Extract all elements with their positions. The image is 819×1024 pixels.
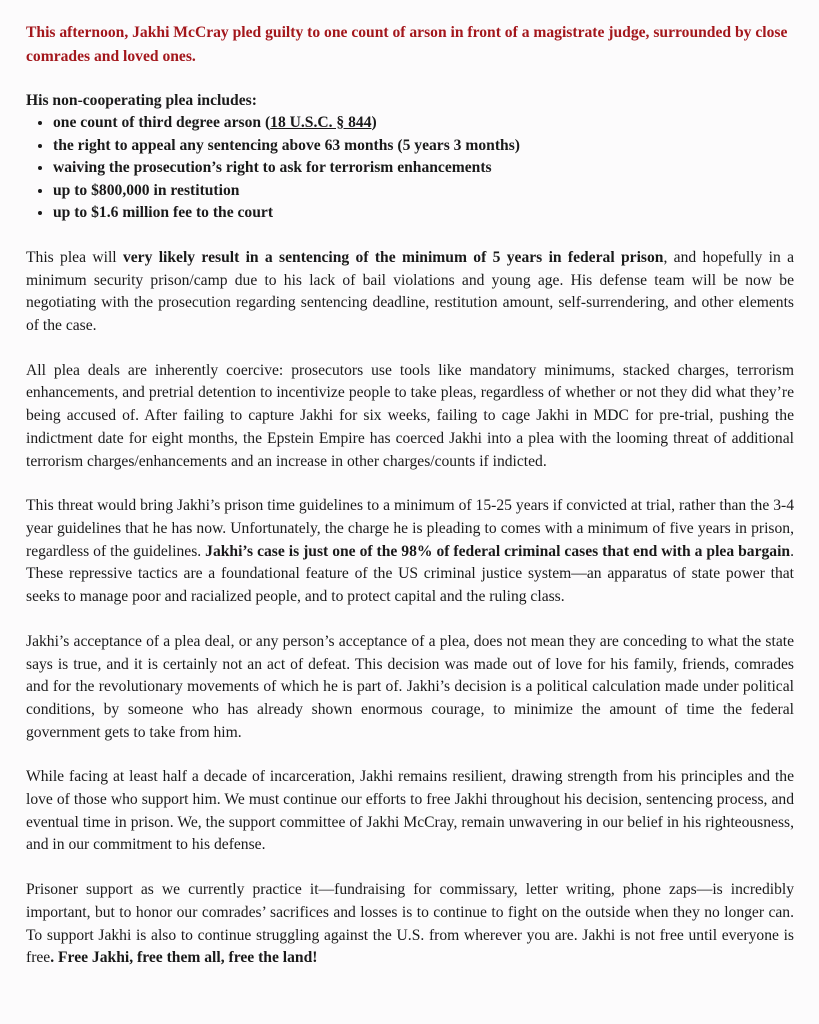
paragraph-resilience: While facing at least half a decade of incarceration, Jakhi remains resilient, drawing strength from his principles and the love of those who support him. We must continue our efforts to free Jakhi throughout his decision, sentencing process, and eventual time in prison. We, the support committee of Jakhi McCray, remain unwavering in our belief in his righteousness, and in our commitment to his defense.	[26, 768, 794, 854]
plea-intro: His non-cooperating plea includes:	[26, 92, 257, 109]
plea-term-item: • the right to appeal any sentencing above 63 months (5 years 3 months)	[53, 135, 794, 158]
emphasis: Jakhi’s case is just one of the 98% of federal criminal cases that end with a plea bargain	[205, 542, 791, 560]
paragraph-sentencing: This plea will very likely result in a sentencing of the minimum of 5 years in federal prison, and hopefully in a minimum security prison/camp due to his lack of bail violations and young age. His defense team will be now be negotiating with the prosecution regarding sentencing deadline, restitution amount, self-surrendering, and other elements of the case.	[26, 248, 794, 335]
plea-term-item: • up to $800,000 in restitution	[53, 180, 794, 203]
plea-term-item: • one count of third degree arson (18 U.S.C. § 844)	[53, 112, 794, 135]
paragraph-acceptance: Jakhi’s acceptance of a plea deal, or any person’s acceptance of a plea, does not mean they are conceding to what the state says is true, and it is certainly not an act of defeat. This decision was made out of love for his family, friends, comrades and for the revolutionary movements of which he is part of. Jakhi’s decision is a political calculation made under political conditions, by someone who has already shown enormous courage, to minimize the amount of time the federal government gets to take from him.	[26, 632, 794, 741]
plea-term-item: • up to $1.6 million fee to the court	[53, 202, 794, 225]
paragraph-prisoner-support: Prisoner support as we currently practice it—fundraising for commissary, letter writing, phone zaps—is incredibly important, but to honor our comrades’ sacrifices and losses is to continue to fight on the outside when they no longer can. To support Jakhi is also to continue struggling against the U.S. from wherever you are. Jakhi is not free until everyone is free. Free Jakhi, free them all, free the land!	[26, 881, 794, 967]
paragraph-threat: This threat would bring Jakhi’s prison time guidelines to a minimum of 15-25 years if convicted at trial, rather than the 3-4 year guidelines that he has now. Unfortunately, the charge he is pleading to comes with a minimum of five years in prison, regardless of the guidelines. Jakhi’s case is just one of the 98% of federal criminal cases that end with a plea bargain. These repressive tactics are a foundational feature of the US criminal justice system—an apparatus of state power that seeks to manage poor and racialized people, and to protect capital and the ruling class.	[26, 497, 795, 606]
closing-slogan: . Free Jakhi, free them all, free the land!	[50, 949, 318, 967]
plea-term-item: • waiving the prosecution’s right to ask for terrorism enhancements	[53, 157, 794, 180]
plea-terms-list	[26, 112, 794, 225]
statute-link[interactable]: 18 U.S.C. § 844	[270, 114, 372, 131]
lead-announcement: This afternoon, Jakhi McCray pled guilty to one count of arson in front of a magistrate judge, surrounded by close comrades and loved ones.	[26, 24, 788, 65]
emphasis: very likely result in a sentencing of the minimum of 5 years in federal prison	[122, 248, 664, 266]
paragraph-coercion: All plea deals are inherently coercive: prosecutors use tools like mandatory minimums, stacked charges, terrorism enhancements, and pretrial detention to incentivize people to take pleas, regardless of whether or not they did what they’re being accused of. After failing to capture Jakhi for six weeks, failing to cage Jakhi in MDC for pre-trial, pushing the indictment date for eight months, the Epstein Empire has coerced Jakhi into a plea with the looming threat of additional terrorism charges/enhancements and an increase in other charges/counts if indicted.	[26, 361, 794, 470]
